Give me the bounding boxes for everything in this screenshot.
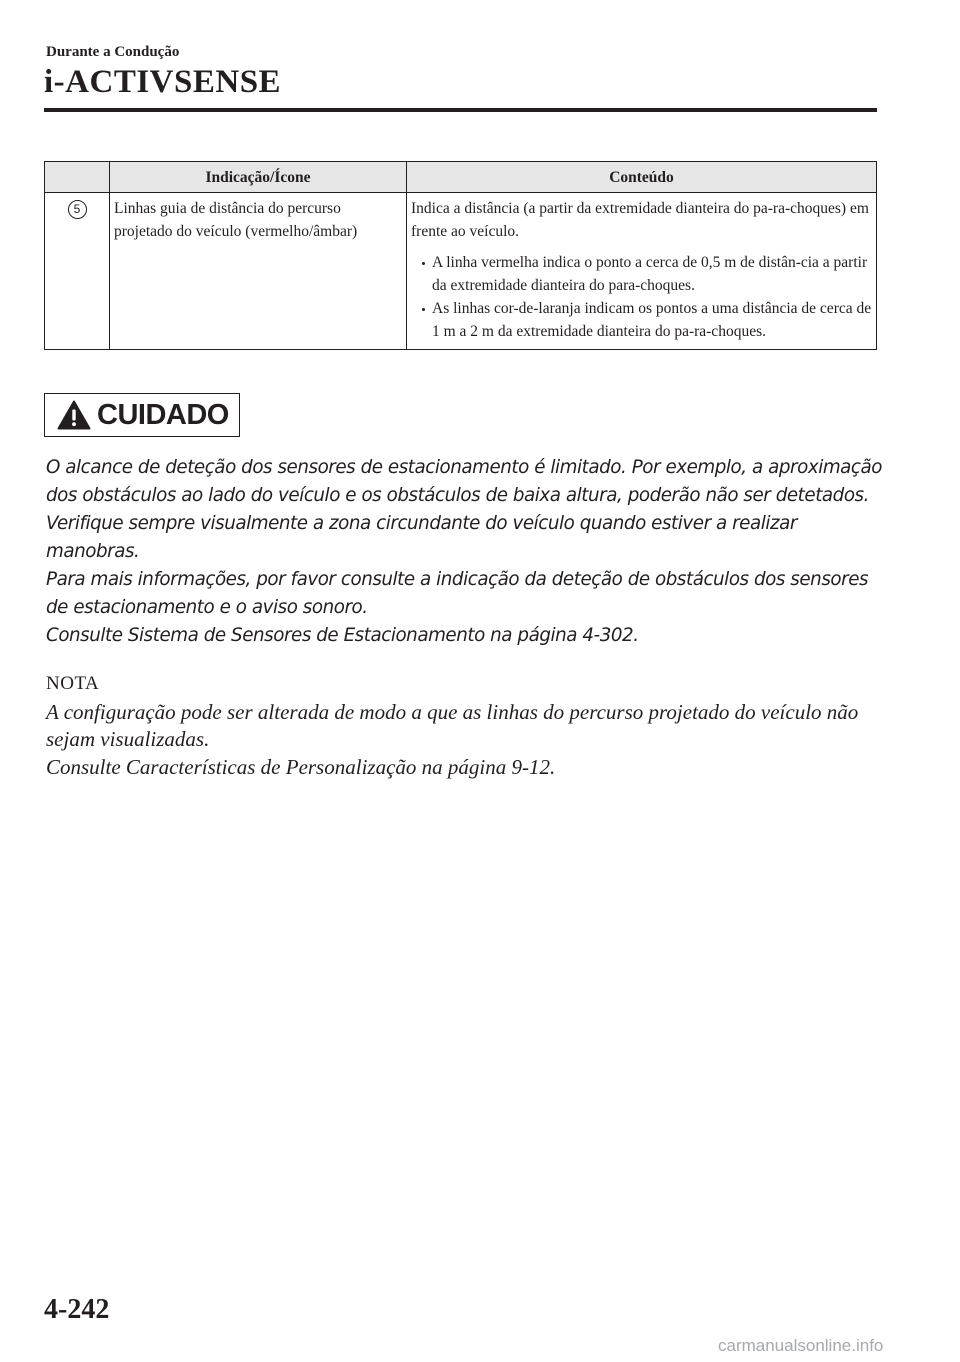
caution-text (46, 454, 886, 650)
row-content: Indica a distância (a partir da extremidade dianteira do pa-ra-choques) em frente ao veículo. (411, 200, 869, 240)
caution-label: CUIDADO (97, 398, 229, 431)
watermark: carmanualsonline.info (718, 1336, 884, 1355)
header-number (45, 162, 110, 193)
page-number: 4-242 (44, 1294, 110, 1325)
row-content-cell (407, 193, 877, 350)
row-indication: Linhas guia de distância do percurso projetado do veículo (vermelho/âmbar) (110, 193, 407, 350)
caution-reference: Consulte Sistema de Sensores de Estacionamento na página 4-302. (46, 625, 639, 646)
note-reference: Consulte Características de Personalização na página 9-12. (46, 754, 556, 779)
note-paragraph: A configuração pode ser alterada de modo a que as linhas do percurso projetado do veículo não sejam visualizadas. (46, 699, 859, 751)
header-content: Conteúdo (407, 162, 877, 193)
caution-banner (44, 393, 240, 437)
table-row (45, 193, 877, 350)
row-number-cell (45, 193, 110, 350)
note-section (46, 670, 886, 781)
section-title: i-ACTIVSENSE (44, 64, 282, 100)
caution-paragraph: O alcance de deteção dos sensores de estacionamento é limitado. Por exemplo, a aproximação dos obstáculos ao lado do veículo e os obstáculos de baixa altura, poderão não ser detetados. Verifique sempre visualmente a zona circundante do veículo quando estiver a realizar manobras. (46, 457, 883, 562)
list-item: As linhas cor-de-laranja indicam os pontos a uma distância de cerca de 1 m a 2 m da extremidade dianteira do pa-ra-choques. (411, 297, 872, 343)
chapter-title: Durante a Condução (46, 44, 180, 60)
caution-paragraph: Para mais informações, por favor consulte a indicação da deteção de obstáculos dos sensores de estacionamento e o aviso sonoro. (46, 569, 869, 618)
warning-triangle-icon (57, 400, 91, 430)
info-table (44, 161, 877, 350)
header-indication: Indicação/Ícone (110, 162, 407, 193)
header-rule (44, 108, 877, 112)
note-title: NOTA (46, 673, 100, 694)
table-header-row (45, 162, 877, 193)
list-item: A linha vermelha indica o ponto a cerca de 0,5 m de distân-cia a partir da extremidade dianteira do para-choques. (411, 251, 872, 297)
bullet-list (411, 251, 872, 343)
circled-number-icon: 5 (68, 200, 87, 219)
